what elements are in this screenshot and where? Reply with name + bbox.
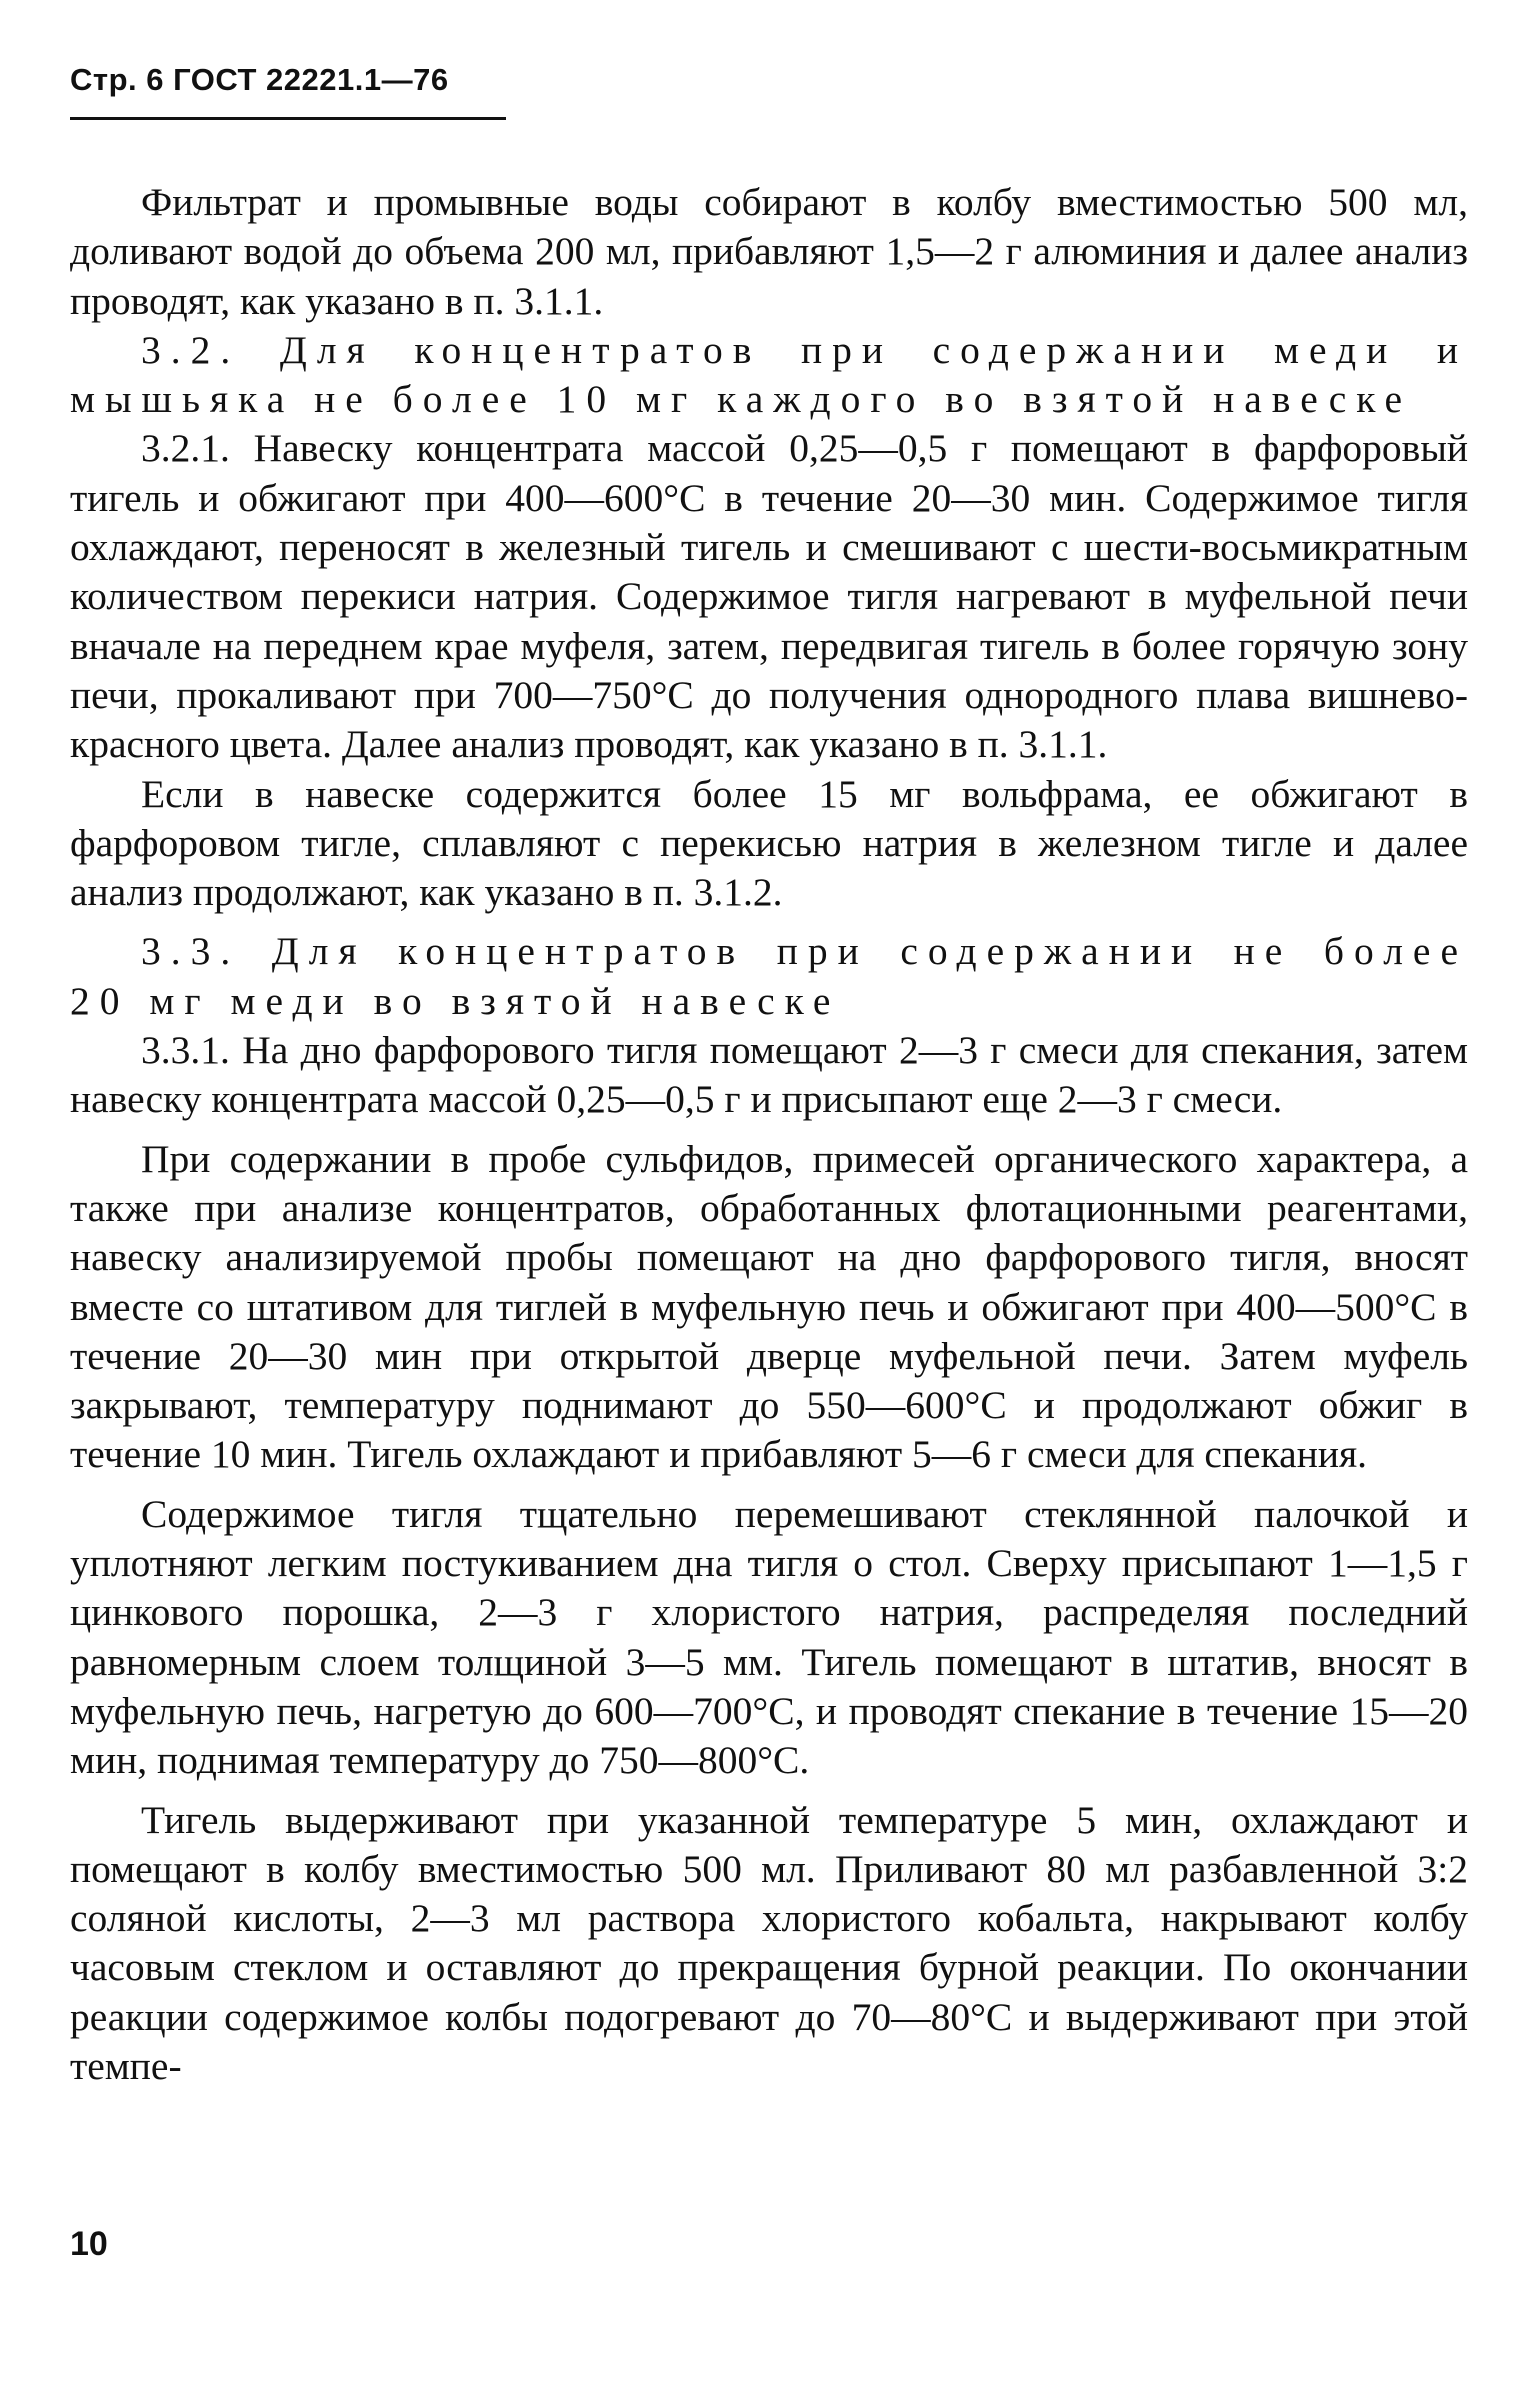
page-header: Стр. 6 ГОСТ 22221.1—76: [70, 62, 449, 97]
page-number: 10: [70, 2225, 108, 2263]
section-heading-3-2: 3.2. Для концентратов при содержании меди и мышьяка не более 10 мг каждого во взятой навеске: [70, 327, 1468, 422]
paragraph-crucible-hold: Тигель выдерживают при указанной температуре 5 мин, охлаждают и помещают в колбу вместимостью 500 мл. Приливают 80 мл разбавленной 3:2 соляной кислоты, 2—3 мл раствора хлористого кобальта, накрывают колбу часовым стеклом и оставляют до прекращения бурной реакции. По окончании реакции содержимое колбы подогревают до 70—80°С и выдерживают при этой темпе-: [70, 1797, 1468, 2088]
paragraph-3-3-1: 3.3.1. На дно фарфорового тигля помещают 2—3 г смеси для спекания, затем навеску концентрата массой 0,25—0,5 г и присыпают еще 2—3 г смеси.: [70, 1028, 1468, 1122]
paragraph-tungsten: Если в навеске содержится более 15 мг вольфрама, ее обжигают в фарфоровом тигле, сплавляют с перекисью натрия в железном тигле и далее анализ продолжают, как указано в п. 3.1.2.: [70, 771, 1468, 915]
paragraph-filtrate: Фильтрат и промывные воды собирают в колбу вместимостью 500 мл, доливают водой до объема 200 мл, прибавляют 1,5—2 г алюминия и далее анализ проводят, как указано в п. 3.1.1.: [70, 180, 1468, 323]
header-rule: [70, 117, 506, 120]
paragraph-sulfides: При содержании в пробе сульфидов, примесей органического характера, а также при анализе концентратов, обработанных флотационными реагентами, навеску анализируемой пробы помещают на дно фарфорового тигля, вносят вместе со штативом для тиглей в муфельную печь и обжигают при 400—500°С в течение 20—30 мин при открытой дверце муфельной печи. Затем муфель закрывают, температуру поднимают до 550—600°С и продолжают обжиг в течение 10 мин. Тигель охлаждают и прибавляют 5—6 г смеси для спекания.: [70, 1136, 1468, 1477]
paragraph-3-2-1: 3.2.1. Навеску концентрата массой 0,25—0,5 г помещают в фарфоровый тигель и обжигают при 400—600°С в течение 20—30 мин. Содержимое тигля охлаждают, переносят в железный тигель и смешивают с шести-восьмикратным количеством перекиси натрия. Содержимое тигля нагревают в муфельной печи вначале на переднем крае муфеля, затем, передвигая тигель в более горячую зону печи, прокаливают при 700—750°С до получения однородного плава вишнево-красного цвета. Далее анализ проводят, как указано в п. 3.1.1.: [70, 426, 1468, 767]
paragraph-mixing: Содержимое тигля тщательно перемешивают стеклянной палочкой и уплотняют легким постукиванием дна тигля о стол. Сверху присыпают 1—1,5 г цинкового порошка, 2—3 г хлористого натрия, распределяя последний равномерным слоем толщиной 3—5 мм. Тигель помещают в штатив, вносят в муфельную печь, нагретую до 600—700°С, и проводят спекание в течение 15—20 мин, поднимая температуру до 750—800°С.: [70, 1491, 1468, 1783]
section-heading-3-3: 3.3. Для концентратов при содержании не более 20 мг меди во взятой навеске: [70, 929, 1468, 1023]
document-body: [70, 178, 1468, 2091]
